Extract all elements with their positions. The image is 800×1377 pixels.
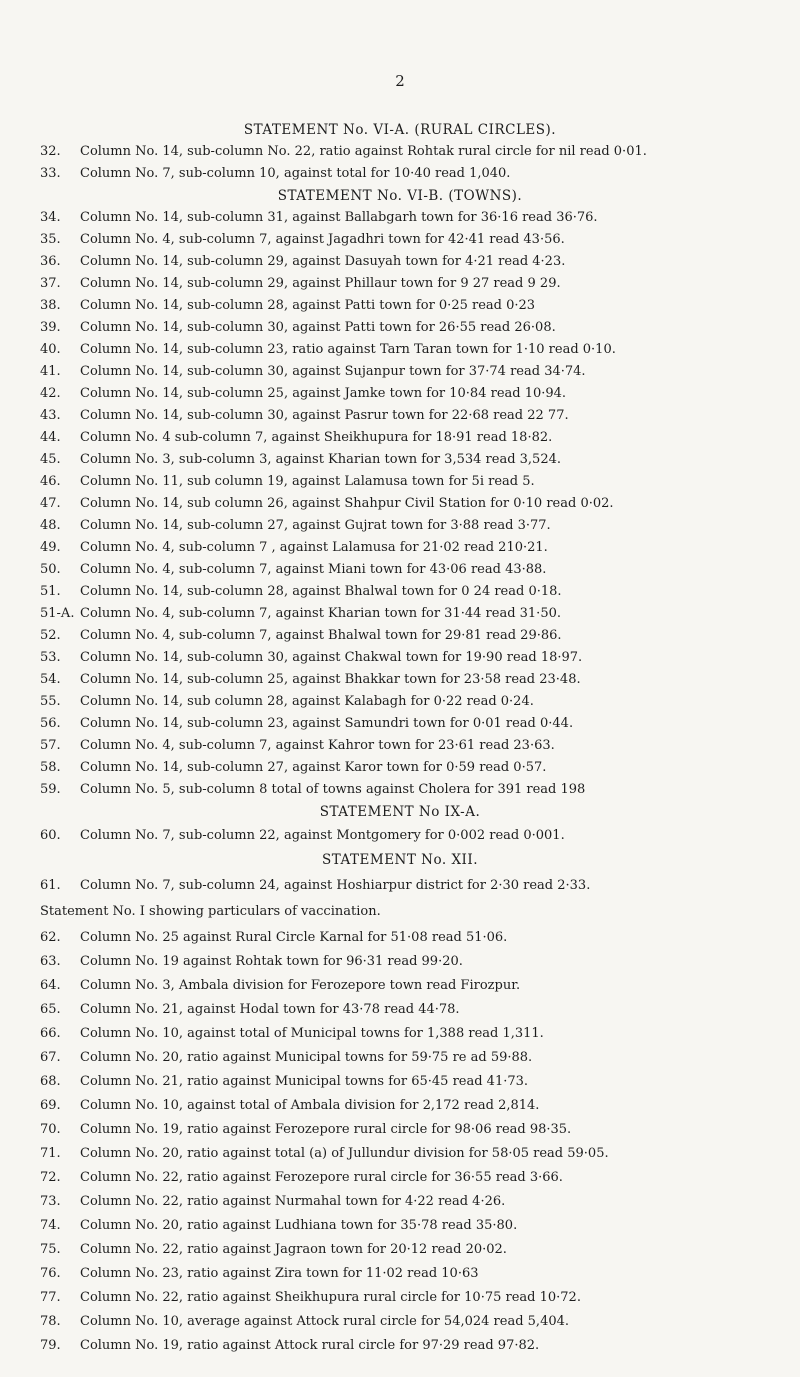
errata-line <box>0 273 800 295</box>
entry-text: Column No. 4, sub-column 7, against Kharian town for 31·44 read 31·50. <box>80 606 561 621</box>
entry-text: Column No. 14, sub-column 29, against Dasuyah town for 4·21 read 4·23. <box>80 254 566 269</box>
errata-line <box>0 999 800 1021</box>
entry-text: Column No. 10, against total of Ambala division for 2,172 read 2,814. <box>80 1098 540 1113</box>
entry-number: 43. <box>40 408 61 423</box>
entry-text: Column No. 14, sub-column 29, against Phillaur town for 9 27 read 9 29. <box>80 276 561 291</box>
entry-number: 56. <box>40 716 61 731</box>
entry-text: Column No. 14, sub-column 30, against Patti town for 26·55 read 26·08. <box>80 320 556 335</box>
entry-number: 69. <box>40 1098 61 1113</box>
entry-text: Column No. 7, sub-column 22, against Montgomery for 0·002 read 0·001. <box>80 828 565 843</box>
errata-line <box>0 927 800 949</box>
errata-line <box>0 1287 800 1309</box>
entry-text: Column No. 14, sub-column 30, against Chakwal town for 19·90 read 18·97. <box>80 650 583 665</box>
entry-number: 58. <box>40 760 61 775</box>
entry-number: 39. <box>40 320 61 335</box>
entry-text: Column No. 20, ratio against Ludhiana town for 35·78 read 35·80. <box>80 1218 518 1233</box>
entry-number: 65. <box>40 1002 61 1017</box>
errata-line <box>0 1119 800 1141</box>
errata-line <box>0 1191 800 1213</box>
entry-number: 73. <box>40 1194 61 1209</box>
errata-line <box>0 515 800 537</box>
errata-line <box>0 493 800 515</box>
entry-number: 62. <box>40 930 61 945</box>
entry-text: Column No. 4, sub-column 7 , against Lalamusa for 21·02 read 210·21. <box>80 540 548 555</box>
entry-number: 76. <box>40 1266 61 1281</box>
entry-text: Column No. 3, Ambala division for Ferozepore town read Firozpur. <box>80 978 521 993</box>
errata-line <box>0 141 800 163</box>
entry-text: Column No. 4, sub-column 7, against Jagadhri town for 42·41 read 43·56. <box>80 232 565 247</box>
entry-text: Column No. 4 sub-column 7, against Sheikhupura for 18·91 read 18·82. <box>80 430 553 445</box>
errata-line <box>0 825 800 847</box>
entry-text: Column No. 23, ratio against Zira town for 11·02 read 10·63 <box>80 1266 479 1281</box>
errata-line <box>0 537 800 559</box>
entry-number: 47. <box>40 496 61 511</box>
entry-text: Column No. 5, sub-column 8 total of towns against Cholera for 391 read 198 <box>80 782 586 797</box>
entry-number: 52. <box>40 628 61 643</box>
entry-number: 59. <box>40 782 61 797</box>
errata-line <box>0 603 800 625</box>
entry-text: Column No. 25 against Rural Circle Karnal for 51·08 read 51·06. <box>80 930 508 945</box>
page-number: 2 <box>395 72 405 90</box>
entry-text: Column No. 11, sub column 19, against Lalamusa town for 5i read 5. <box>80 474 535 489</box>
entry-text: Column No. 14, sub-column 28, against Patti town for 0·25 read 0·23 <box>80 298 536 313</box>
entry-number: 35. <box>40 232 61 247</box>
entry-number: 72. <box>40 1170 61 1185</box>
entry-text: Column No. 21, ratio against Municipal towns for 65·45 read 41·73. <box>80 1074 529 1089</box>
errata-line <box>0 647 800 669</box>
errata-line <box>0 559 800 581</box>
errata-line <box>0 875 800 897</box>
errata-line <box>0 757 800 779</box>
entry-text: Column No. 4, sub-column 7, against Bhalwal town for 29·81 read 29·86. <box>80 628 562 643</box>
entry-number: 41. <box>40 364 61 379</box>
entry-text: Column No. 20, ratio against Municipal towns for 59·75 re ad 59·88. <box>80 1050 533 1065</box>
entry-number: 54. <box>40 672 61 687</box>
statement-heading-vi-a: STATEMENT No. VI-A. (RURAL CIRCLES). <box>243 122 557 138</box>
entry-text: Column No. 14, sub-column 27, against Karor town for 0·59 read 0·57. <box>80 760 547 775</box>
entry-text: Column No. 21, against Hodal town for 43·78 read 44·78. <box>80 1002 460 1017</box>
errata-line <box>0 1311 800 1333</box>
errata-line <box>0 207 800 229</box>
entry-number: 53. <box>40 650 61 665</box>
entry-text: Column No. 10, average against Attock rural circle for 54,024 read 5,404. <box>80 1314 570 1329</box>
entry-text: Column No. 4, sub-column 7, against Kahror town for 23·61 read 23·63. <box>80 738 555 753</box>
entry-number: 66. <box>40 1026 61 1041</box>
errata-line <box>0 1095 800 1117</box>
entry-text: Column No. 22, ratio against Jagraon town for 20·12 read 20·02. <box>80 1242 507 1257</box>
entry-number: 78. <box>40 1314 61 1329</box>
entry-number: 38. <box>40 298 61 313</box>
entry-number: 49. <box>40 540 61 555</box>
entry-number: 67. <box>40 1050 61 1065</box>
entry-text: Column No. 19, ratio against Ferozepore rural circle for 98·06 read 98·35. <box>80 1122 572 1137</box>
entry-text: Column No. 22, ratio against Ferozepore rural circle for 36·55 read 3·66. <box>80 1170 563 1185</box>
errata-line <box>0 1143 800 1165</box>
errata-line <box>0 581 800 603</box>
entry-text: Column No. 14, sub-column 30, against Pasrur town for 22·68 read 22 77. <box>80 408 569 423</box>
entry-text: Column No. 7, sub-column 10, against total for 10·40 read 1,040. <box>80 166 511 181</box>
errata-line <box>0 1167 800 1189</box>
entry-text: Column No. 14, sub-column No. 22, ratio against Rohtak rural circle for nil read 0·01. <box>80 144 647 159</box>
entry-number: 63. <box>40 954 61 969</box>
entry-text: Column No. 14, sub column 28, against Kalabagh for 0·22 read 0·24. <box>80 694 534 709</box>
entry-number: 68. <box>40 1074 61 1089</box>
errata-line <box>0 163 800 185</box>
errata-line <box>0 713 800 735</box>
errata-line <box>0 735 800 757</box>
entry-number: 34. <box>40 210 61 225</box>
errata-line <box>0 471 800 493</box>
entry-number: 40. <box>40 342 61 357</box>
errata-line <box>0 951 800 973</box>
errata-line <box>0 1239 800 1261</box>
entry-number: 74. <box>40 1218 61 1233</box>
entry-text: Column No. 14, sub-column 27, against Gujrat town for 3·88 read 3·77. <box>80 518 551 533</box>
entry-text: Column No. 14, sub-column 25, against Bhakkar town for 23·58 read 23·48. <box>80 672 581 687</box>
entry-text: Column No. 14, sub-column 23, ratio against Tarn Taran town for 1·10 read 0·10. <box>80 342 616 357</box>
entry-number: 79. <box>40 1338 61 1353</box>
entry-number: 46. <box>40 474 61 489</box>
entry-text: Column No. 14, sub-column 31, against Ballabgarh town for 36·16 read 36·76. <box>80 210 598 225</box>
entry-text: Column No. 10, against total of Municipal towns for 1,388 read 1,311. <box>80 1026 544 1041</box>
entry-number: 61. <box>40 878 61 893</box>
entry-text: Column No. 14, sub-column 25, against Jamke town for 10·84 read 10·94. <box>80 386 567 401</box>
errata-line <box>0 229 800 251</box>
entry-number: 44. <box>40 430 61 445</box>
errata-line <box>0 1335 800 1357</box>
entry-number: 50. <box>40 562 61 577</box>
vaccination-sub-heading: Statement No. I showing particulars of vaccination. <box>40 904 381 919</box>
entry-number: 33. <box>40 166 61 181</box>
entry-text: Column No. 19, ratio against Attock rural circle for 97·29 read 97·82. <box>80 1338 540 1353</box>
entry-number: 57. <box>40 738 61 753</box>
errata-line <box>0 1047 800 1069</box>
errata-line <box>0 295 800 317</box>
errata-line <box>0 383 800 405</box>
entry-number: 36. <box>40 254 61 269</box>
entry-text: Column No. 7, sub-column 24, against Hoshiarpur district for 2·30 read 2·33. <box>80 878 591 893</box>
errata-line <box>0 625 800 647</box>
errata-line <box>0 449 800 471</box>
statement-heading-ix-a: STATEMENT No IX-A. <box>319 804 481 820</box>
entry-text: Column No. 14, sub-column 28, against Bhalwal town for 0 24 read 0·18. <box>80 584 562 599</box>
entry-text: Column No. 14, sub-column 30, against Sujanpur town for 37·74 read 34·74. <box>80 364 586 379</box>
errata-line <box>0 1023 800 1045</box>
entry-number: 37. <box>40 276 61 291</box>
entry-number: 75. <box>40 1242 61 1257</box>
statement-heading-vi-b: STATEMENT No. VI-B. (TOWNS). <box>277 188 523 204</box>
errata-line <box>0 251 800 273</box>
errata-line <box>0 317 800 339</box>
errata-line <box>0 669 800 691</box>
entry-text: Column No. 14, sub-column 23, against Samundri town for 0·01 read 0·44. <box>80 716 574 731</box>
errata-line <box>0 1263 800 1285</box>
entry-number: 77. <box>40 1290 61 1305</box>
entry-number: 51. <box>40 584 61 599</box>
errata-line <box>0 405 800 427</box>
errata-line <box>0 1071 800 1093</box>
entry-number: 64. <box>40 978 61 993</box>
entry-number: 70. <box>40 1122 61 1137</box>
entry-number: 71. <box>40 1146 61 1161</box>
entry-number: 55. <box>40 694 61 709</box>
entry-number: 48. <box>40 518 61 533</box>
errata-line <box>0 339 800 361</box>
statement-heading-xii: STATEMENT No. XII. <box>321 852 479 868</box>
entry-text: Column No. 19 against Rohtak town for 96·31 read 99·20. <box>80 954 463 969</box>
entry-number: 42. <box>40 386 61 401</box>
entry-text: Column No. 22, ratio against Sheikhupura rural circle for 10·75 read 10·72. <box>80 1290 581 1305</box>
errata-line <box>0 427 800 449</box>
errata-line <box>0 1215 800 1237</box>
entry-number: 45. <box>40 452 61 467</box>
entry-text: Column No. 22, ratio against Nurmahal town for 4·22 read 4·26. <box>80 1194 506 1209</box>
errata-line <box>0 975 800 997</box>
entry-text: Column No. 14, sub column 26, against Shahpur Civil Station for 0·10 read 0·02. <box>80 496 614 511</box>
entry-text: Column No. 4, sub-column 7, against Miani town for 43·06 read 43·88. <box>80 562 547 577</box>
errata-line <box>0 779 800 801</box>
errata-line <box>0 691 800 713</box>
entry-text: Column No. 20, ratio against total (a) of Jullundur division for 58·05 read 59·05. <box>80 1146 609 1161</box>
entry-number: 51-A. <box>40 606 75 621</box>
entry-number: 32. <box>40 144 61 159</box>
entry-text: Column No. 3, sub-column 3, against Kharian town for 3,534 read 3,524. <box>80 452 561 467</box>
entry-number: 60. <box>40 828 61 843</box>
errata-line <box>0 361 800 383</box>
